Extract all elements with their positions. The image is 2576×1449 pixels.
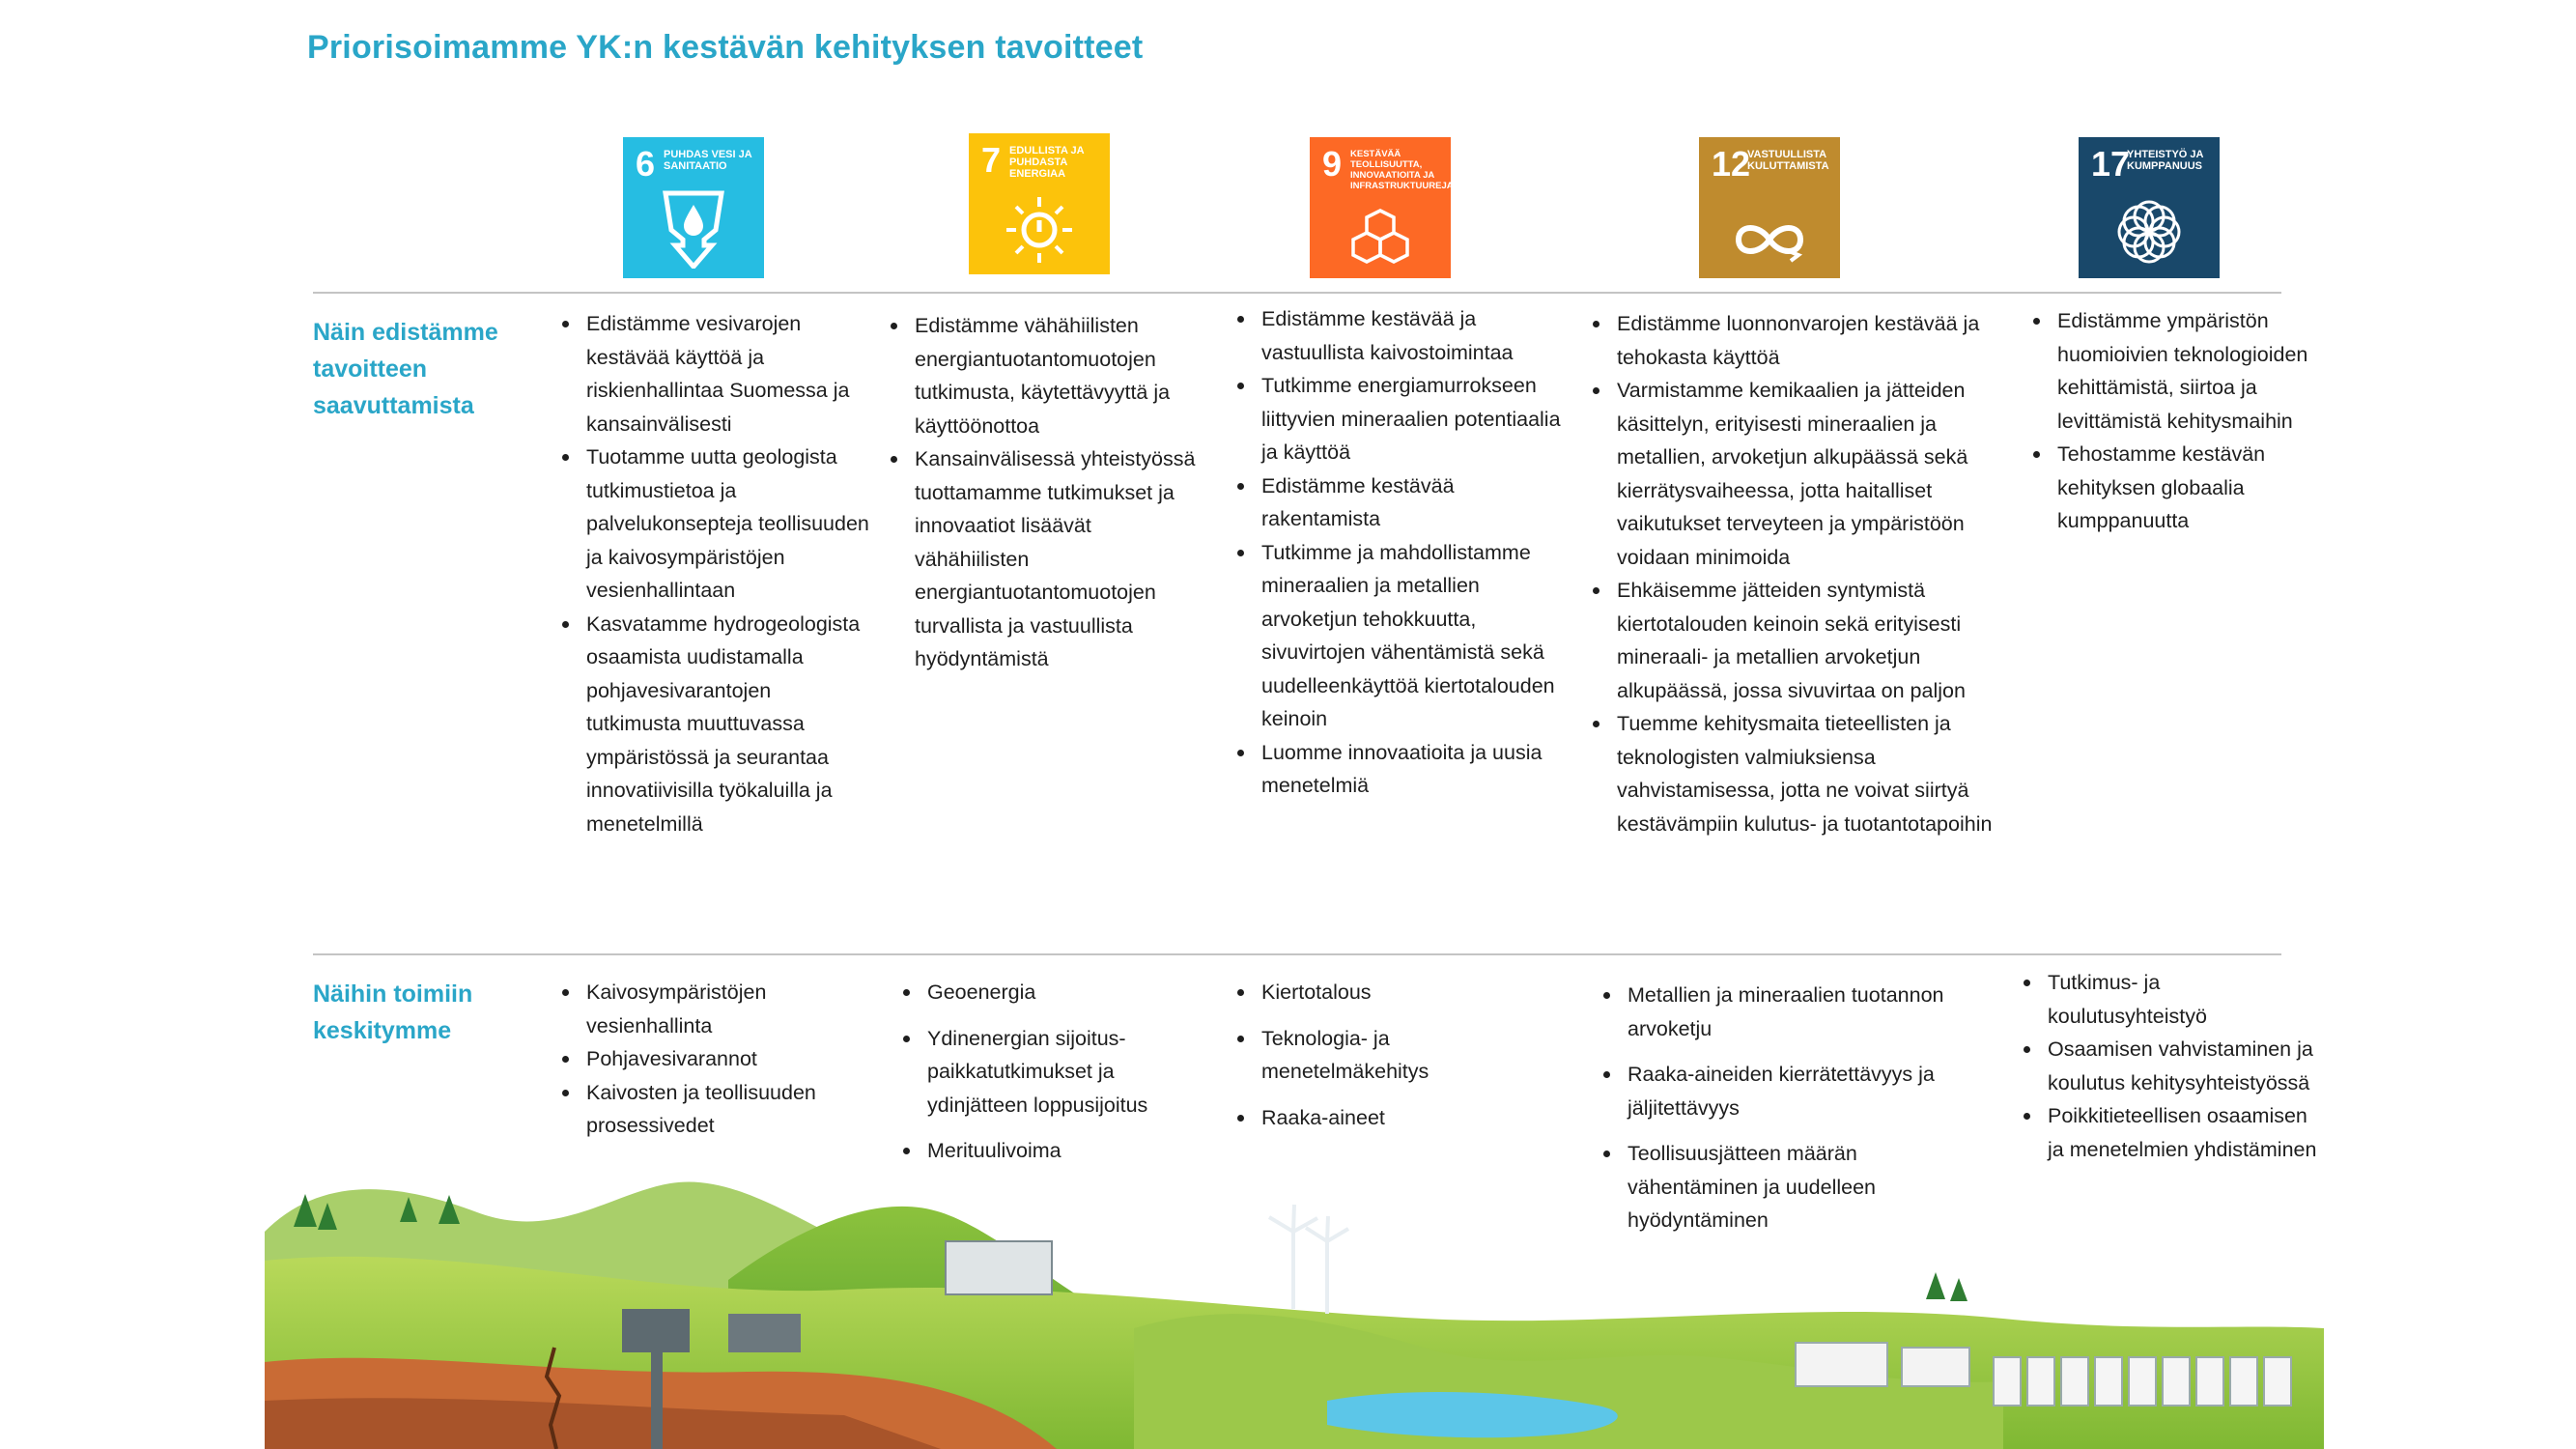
list-item: Raaka-aineet xyxy=(1235,1101,1525,1135)
list-item: Varmistamme kemikaalien ja jätteiden käsittelyn, erityisesti mineraalien ja metallien, arvoketjun alkupäässä sekä kierrätysvaiheessa, jotta haitalliset vaikutukset terveyteen ja ympäristöön voidaan minimoida xyxy=(1591,374,2006,574)
sdg-6-tile xyxy=(623,137,764,278)
actions-list-sdg17 xyxy=(2031,304,2311,538)
actions-list-sdg6 xyxy=(560,307,869,840)
water-drop-icon xyxy=(660,189,727,269)
list-item: Osaamisen vahvistaminen ja koulutus kehitysyhteistyössä xyxy=(2022,1033,2321,1099)
divider-middle xyxy=(313,953,2281,955)
list-item: Kaivosten ja teollisuuden prosessivedet xyxy=(560,1076,869,1143)
sdg-12-tile xyxy=(1699,137,1840,278)
list-item: Pohjavesivarannot xyxy=(560,1042,869,1076)
list-item: Kaivosympäristöjen vesienhallinta xyxy=(560,976,869,1042)
list-item: Edistämme vähähiilisten energiantuotantomuotojen tutkimusta, käytettävyyttä ja käyttöönottoa xyxy=(889,309,1198,442)
row-label-actions: Näin edistämme tavoitteen saavuttamista xyxy=(313,319,498,419)
sdg-9-tile xyxy=(1310,137,1454,278)
list-item: Edistämme vesivarojen kestävää käyttöä ja riskienhallintaa Suomessa ja kansainvälisesti xyxy=(560,307,869,440)
infinity-icon xyxy=(1731,211,1808,269)
list-item: Ydinenergian sijoitus-paikkatutkimukset ja ydinjätteen loppusijoitus xyxy=(901,1022,1201,1122)
list-item: Metallien ja mineraalien tuotannon arvoketju xyxy=(1601,979,1949,1045)
focus-list-sdg9 xyxy=(1235,976,1525,1147)
sdg-label: PUHDAS VESI JA SANITAATIO xyxy=(664,149,752,172)
actions-list-sdg9 xyxy=(1235,302,1569,803)
sdg-7-tile xyxy=(969,133,1110,274)
sdg-label: KESTÄVÄÄ TEOLLISUUTTA, INNOVAATIOITA JA INFRASTRUKTUUREJA xyxy=(1350,149,1454,191)
sdg-label: VASTUULLISTA KULUTTAMISTA xyxy=(1747,149,1829,172)
list-item: Luomme innovaatioita ja uusia menetelmiä xyxy=(1235,736,1569,803)
cubes-icon xyxy=(1346,209,1414,269)
sdg-label: YHTEISTYÖ JA KUMPPANUUS xyxy=(2127,149,2204,172)
list-item: Raaka-aineiden kierrätettävyys ja jäljitettävyys xyxy=(1601,1058,1949,1124)
divider-top xyxy=(313,292,2281,294)
actions-list-sdg7 xyxy=(889,309,1198,676)
list-item: Edistämme kestävää ja vastuullista kaivostoimintaa xyxy=(1235,302,1569,369)
list-item: Ehkäisemme jätteiden syntymistä kiertotalouden keinoin sekä erityisesti mineraali- ja metallien arvoketjun alkupäässä, jossa sivuvirtaa on paljon xyxy=(1591,574,2006,707)
list-item: Tehostamme kestävän kehityksen globaalia kumppanuutta xyxy=(2031,438,2311,538)
list-item: Merituulivoima xyxy=(901,1134,1201,1168)
list-item: Teollisuusjätteen määrän vähentäminen ja uudelleen hyödyntäminen xyxy=(1601,1137,1949,1237)
sun-power-icon xyxy=(1005,193,1073,265)
list-item: Tutkimus- ja koulutusyhteistyö xyxy=(2022,966,2321,1033)
list-item: Edistämme ympäristön huomioivien teknologioiden kehittämistä, siirtoa ja levittämistä kehitysmaihin xyxy=(2031,304,2311,438)
actions-list-sdg12 xyxy=(1591,307,2006,840)
sdg-number: 7 xyxy=(981,140,1002,180)
list-item: Tutkimme ja mahdollistamme mineraalien ja metallien arvoketjun tehokkuutta, sivuvirtojen vähentämistä sekä uudelleenkäyttöä kiertotalouden keinoin xyxy=(1235,536,1569,736)
list-item: Edistämme kestävää rakentamista xyxy=(1235,469,1569,536)
flower-rings-icon xyxy=(2112,195,2186,269)
sdg-number: 6 xyxy=(636,144,656,184)
list-item: Edistämme luonnonvarojen kestävää ja tehokasta käyttöä xyxy=(1591,307,2006,374)
row-label-focus: Näihin toimiin keskitymme xyxy=(313,980,473,1044)
list-item: Kiertotalous xyxy=(1235,976,1525,1009)
sdg-number: 9 xyxy=(1322,144,1343,184)
list-item: Teknologia- ja menetelmäkehitys xyxy=(1235,1022,1525,1089)
list-item: Kansainvälisessä yhteistyössä tuottamamme tutkimukset ja innovaatiot lisäävät vähähiilisten energiantuotantomuotojen turvallista ja vastuullista hyödyntämistä xyxy=(889,442,1198,676)
focus-list-sdg7 xyxy=(901,976,1201,1180)
sdg-17-tile xyxy=(2079,137,2220,278)
list-item: Tuemme kehitysmaita tieteellisten ja teknologisten valmiuksiensa vahvistamisessa, jotta ne voivat siirtyä kestävämpiin kulutus- ja tuotantotapoihin xyxy=(1591,707,2006,840)
focus-list-sdg6 xyxy=(560,976,869,1143)
sdg-number: 12 xyxy=(1712,144,1751,184)
list-item: Geoenergia xyxy=(901,976,1201,1009)
page-title: Priorisoimamme YK:n kestävän kehityksen tavoitteet xyxy=(307,29,1144,66)
sdg-label: EDULLISTA JA PUHDASTA ENERGIAA xyxy=(1009,145,1085,180)
list-item: Poikkitieteellisen osaamisen ja menetelmien yhdistäminen xyxy=(2022,1099,2321,1166)
list-item: Tutkimme energiamurrokseen liittyvien mineraalien potentiaalia ja käyttöä xyxy=(1235,369,1569,469)
list-item: Tuotamme uutta geologista tutkimustietoa ja palvelukonsepteja teollisuuden ja kaivosympäristöjen vesienhallintaan xyxy=(560,440,869,608)
focus-list-sdg17 xyxy=(2022,966,2321,1166)
sdg-number: 17 xyxy=(2091,144,2131,184)
landscape-illustration xyxy=(265,1154,2324,1449)
list-item: Kasvatamme hydrogeologista osaamista uudistamalla pohjavesivarantojen tutkimusta muuttuvassa ympäristössä ja seurantaa innovatiivisilla työkaluilla ja menetelmillä xyxy=(560,608,869,841)
